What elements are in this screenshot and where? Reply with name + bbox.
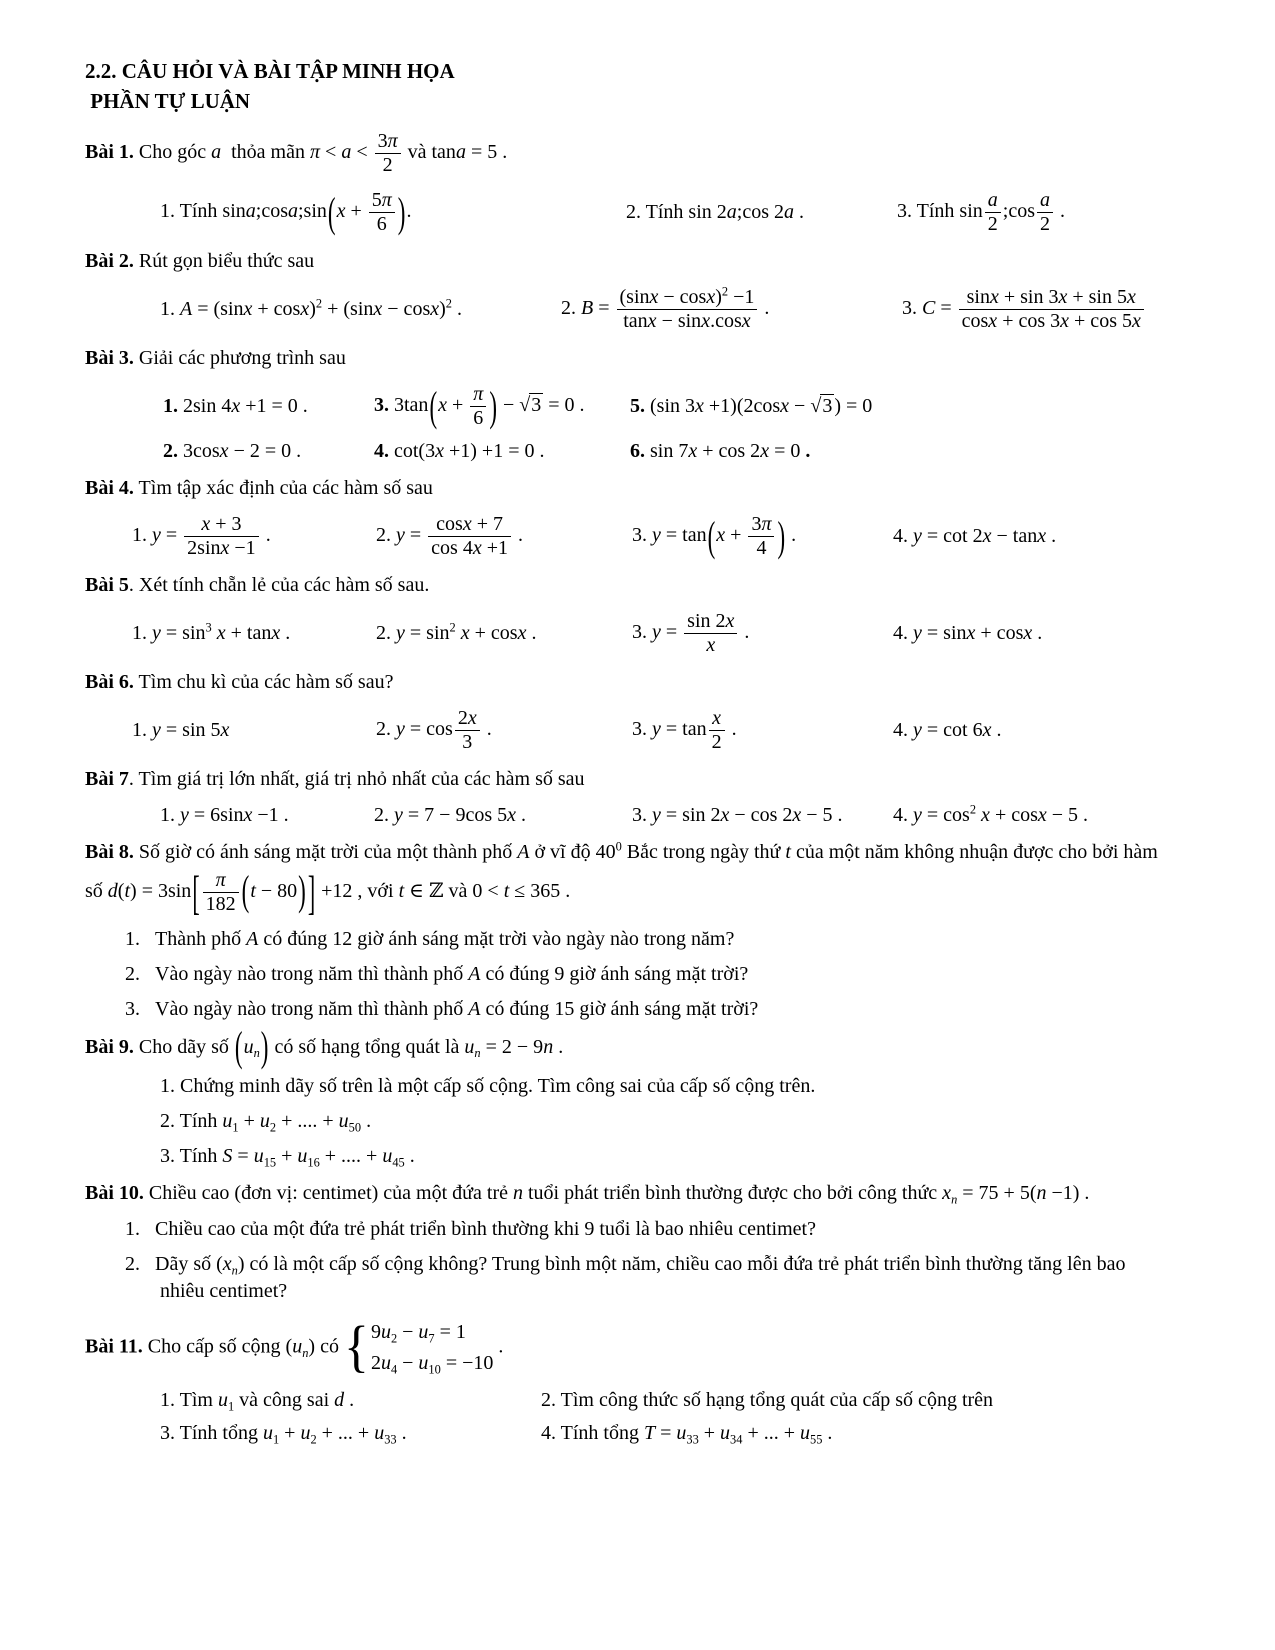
bai-5-item-1: 1. $y = \sin^3 x + \tan x$ . <box>132 620 291 644</box>
bai-5-item-4: 4. y = sinx + cosx . <box>893 621 1043 644</box>
bai-3-item-4: 4. cot(3x +1) +1 = 0 . <box>374 439 545 462</box>
bai-1-item-3: 3. Tính sin $\frac{a}{2}$ ;cos $\frac{a}{2}$ . <box>897 188 1065 235</box>
bai-2-item-1: 1. $A = (\sin x + \cos x)^2 + (\sin x - \cos x)^2$ . <box>160 296 462 320</box>
bai-9-item-2: 2. Tính $u_1 + u_2$ + .... + $u_{50}$ . <box>160 1110 372 1135</box>
bai-11-items-row-1 <box>85 1387 1165 1414</box>
doc-title-line-1: 2.2. CÂU HỎI VÀ BÀI TẬP MINH HỌA <box>85 59 455 83</box>
bai-6-item-4: 4. y = cot 6x . <box>893 718 1002 741</box>
bai-11-item-4: 4. Tính tổng $T = u_{33} + u_{34}$ + ... + $u_{55}$ . <box>541 1422 833 1447</box>
bai-5-item-3: 3. y = $\frac{\sin 2x}{x}$ . <box>632 609 750 656</box>
bai-3-item-6: 6. sin 7x + cos 2x = 0 . <box>630 439 811 462</box>
bai-11-item-2: 2. Tìm công thức số hạng tổng quát của cấp số cộng trên <box>541 1389 994 1412</box>
bai-8-question-2: 2. Vào ngày nào trong năm thì thành phố A có đúng 9 giờ ánh sáng mặt trời? <box>125 962 749 985</box>
bai-7-heading: Bài 7. Tìm giá trị lớn nhất, giá trị nhỏ nhất của các hàm số sau <box>85 767 585 790</box>
bai-5-item-2: 2. $y = \sin^2 x + \cos x$ . <box>376 620 537 644</box>
bai-4-heading: Bài 4. Tìm tập xác định của các hàm số sau <box>85 476 433 499</box>
bai-7-item-4: 4. $y = \cos^2 x + \cos x - 5$ . <box>893 802 1089 826</box>
bai-3-item-2: 2. 3cosx − 2 = 0 . <box>163 439 302 462</box>
bai-11-item-1: 1. Tìm $u_1$ và công sai d . <box>160 1389 355 1414</box>
document-page <box>85 57 1165 1447</box>
bai-11-statement: Bài 11. Cho cấp số cộng $(u_n)$ có { $9u_2 - u_7 = 1$ $2u_4 - u_{10} = -10$ . <box>85 1316 504 1379</box>
bai-6-items <box>85 705 1165 756</box>
bai-2-item-2: 2. B = $\frac{(\sin x - \cos x)^2 -1}{\tan x - \sin x.\cos x}$ . <box>561 284 770 332</box>
bai-3-items-row-2 <box>85 438 1165 465</box>
bai-2-item-3: 3. C = $\frac{\sin x + \sin 3x + \sin 5x}{\cos x + \cos 3x + \cos 5x}$ <box>902 284 1165 335</box>
bai-7-item-3: 3. y = sin 2x − cos 2x − 5 . <box>632 803 843 826</box>
bai-9-item-1: 1. Chứng minh dãy số trên là một cấp số cộng. Tìm công sai của cấp số cộng trên. <box>160 1075 816 1098</box>
bai-3-items-row-1 <box>85 381 1165 432</box>
bai-2-heading: Bài 2. Rút gọn biểu thức sau <box>85 249 315 272</box>
bai-6-item-2: 2. y = cos $\frac{2x}{3}$ . <box>376 706 492 753</box>
bai-10-statement: Bài 10. Chiều cao (đơn vị: centimet) của một đứa trẻ n tuổi phát triển bình thường được cho bởi công thức $x_n = 75 + 5(n -1)$ . <box>85 1182 1090 1207</box>
bai-2-items <box>85 284 1165 335</box>
bai-4-item-4: 4. y = cot 2x − tanx . <box>893 524 1057 547</box>
bai-3-heading: Bài 3. Giải các phương trình sau <box>85 346 346 369</box>
bai-7-item-1: 1. y = 6sinx −1 . <box>160 803 289 826</box>
bai-3-item-5: 5. (sin 3x +1)(2cosx − √3 ) = 0 <box>630 394 873 417</box>
bai-3-item-1: 1. 2sin 4x +1 = 0 . <box>163 394 308 417</box>
bai-3-item-3: 3. 3tan(x + $\frac{\pi}{6}$ ) − √3 = 0 . <box>374 382 585 430</box>
bai-1-item-2: 2. Tính sin 2a;cos 2a . <box>626 200 804 223</box>
bai-4-item-2: 2. y = $\frac{\cos x + 7}{\cos 4x +1}$ . <box>376 512 524 559</box>
bai-1-item-1: 1. Tính sina;cosa;sin(x + $\frac{5\pi}{6}$ ). <box>160 188 412 236</box>
bai-4-item-1: 1. y = $\frac{x + 3}{2\sin x -1}$ . <box>132 512 271 559</box>
bai-8-question-3: 3. Vào ngày nào trong năm thì thành phố A có đúng 15 giờ ánh sáng mặt trời? <box>125 997 759 1020</box>
bai-7-items <box>85 802 1165 829</box>
bai-4-item-3: 3. y = tan(x + $\frac{3\pi}{4}$ ) . <box>632 512 797 560</box>
bai-6-item-1: 1. y = sin 5x <box>132 718 230 741</box>
bai-11-items-row-2 <box>85 1420 1165 1447</box>
bai-6-item-3: 3. y = tan $\frac{x}{2}$ . <box>632 706 737 753</box>
bai-9-heading: Bài 9. Cho dãy số $(u_n)$ có số hạng tổng quát là $u_n = 2 - 9n$ . <box>85 1023 564 1070</box>
bai-8-statement: Bài 8. Số giờ có ánh sáng mặt trời của một thành phố A ở vĩ độ $40^0$ Bắc trong ngày thứ t của một năm không nhuận được cho bởi hàm số d(t) = 3sin[ $\frac{\pi}{182}$ (t − 80)] +12 , với t ∈ ℤ và 0 < t ≤ 365 . <box>85 839 1158 920</box>
bai-9-item-3: 3. Tính $S = u_{15} + u_{16}$ + .... + $u_{45}$ . <box>160 1145 415 1170</box>
bai-7-item-2: 2. y = 7 − 9cos 5x . <box>374 803 526 826</box>
bai-11-item-3: 3. Tính tổng $u_1 + u_2$ + ... + $u_{33}$ . <box>160 1422 407 1447</box>
bai-5-items <box>85 608 1165 659</box>
bai-1-heading: Bài 1. Cho góc a thỏa mãn π < a < $\frac{3\pi}{2}$ và tana = 5 . <box>85 129 508 176</box>
bai-5-heading: Bài 5. Xét tính chẵn lẻ của các hàm số sau. <box>85 573 430 596</box>
bai-10-question-2: 2. Dãy số $(x_n)$ có là một cấp số cộng không? Trung bình một năm, chiều cao mỗi đứa trẻ phát triển bình thường tăng lên bao nhiêu centimet? <box>125 1253 1126 1303</box>
doc-title-line-2: PHẦN TỰ LUẬN <box>85 89 251 114</box>
bai-4-items <box>85 511 1165 562</box>
bai-10-question-1: 1. Chiều cao của một đứa trẻ phát triển bình thường khi 9 tuổi là bao nhiêu centimet? <box>125 1218 816 1241</box>
bai-1-items <box>85 187 1165 238</box>
bai-8-question-1: 1. Thành phố A có đúng 12 giờ ánh sáng mặt trời vào ngày nào trong năm? <box>125 927 735 950</box>
bai-6-heading: Bài 6. Tìm chu kì của các hàm số sau? <box>85 670 394 693</box>
